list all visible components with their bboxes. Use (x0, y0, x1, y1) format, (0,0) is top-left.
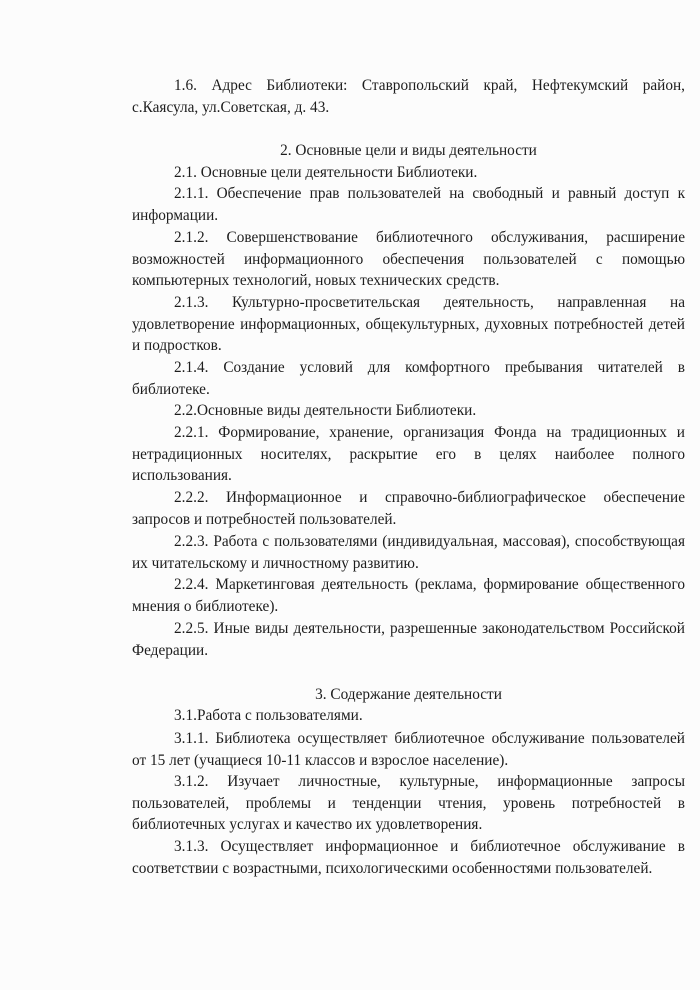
section-3-heading: 3. Содержание деятельности (315, 686, 502, 703)
paragraph-2-1: 2.1. Основные цели деятельности Библиотеки. (174, 164, 478, 181)
paragraph-3-1-1: 3.1.1. Библиотека осуществляет библиотечное обслуживание пользователей от 15 лет (учащиеся 10-11 классов и взрослое население). (132, 730, 685, 769)
paragraph-2-1-2: 2.1.2. Совершенствование библиотечного обслуживания, расширение возможностей информационного обеспечения пользователей с помощью компьютерных технологий, новых технических средств. (132, 229, 685, 290)
paragraph-2-1-4: 2.1.4. Создание условий для комфортного пребывания читателей в библиотеке. (132, 359, 685, 398)
paragraph-2-1-3: 2.1.3. Культурно-просветительская деятельность, направленная на удовлетворение информационных, общекультурных, духовных потребностей детей и подростков. (132, 294, 685, 355)
paragraph-2-2-3: 2.2.3. Работа с пользователями (индивидуальная, массовая), способствующая их читательскому и личностному развитию. (132, 533, 685, 572)
paragraph-1-6: 1.6. Адрес Библиотеки: Ставропольский край, Нефтекумский район, с.Каясула, ул.Советская, д. 43. (132, 77, 685, 116)
paragraph-3-1-3: 3.1.3. Осуществляет информационное и библиотечное обслуживание в соответствии с возрастными, психологическими особенностями пользователей. (132, 838, 685, 877)
section-2-heading: 2. Основные цели и виды деятельности (280, 142, 537, 159)
paragraph-3-1-2: 3.1.2. Изучает личностные, культурные, информационные запросы пользователей, проблемы и тенденции чтения, уровень потребностей в библиотечных услугах и качество их удовлетворения. (132, 773, 685, 834)
paragraph-2-1-1: 2.1.1. Обеспечение прав пользователей на свободный и равный доступ к информации. (132, 185, 685, 224)
paragraph-2-2-4: 2.2.4. Маркетинговая деятельность (реклама, формирование общественного мнения о библиотеке). (132, 576, 685, 615)
paragraph-2-2-5: 2.2.5. Иные виды деятельности, разрешенные законодательством Российской Федерации. (132, 620, 685, 659)
paragraph-2-2: 2.2.Основные виды деятельности Библиотеки. (174, 402, 477, 419)
paragraph-3-1: 3.1.Работа с пользователями. (174, 707, 363, 724)
paragraph-2-2-1: 2.2.1. Формирование, хранение, организация Фонда на традиционных и нетрадиционных носителях, раскрытие его в целях наиболее полного использования. (132, 424, 685, 485)
paragraph-2-2-2: 2.2.2. Информационное и справочно-библиографическое обеспечение запросов и потребностей пользователей. (132, 489, 685, 528)
